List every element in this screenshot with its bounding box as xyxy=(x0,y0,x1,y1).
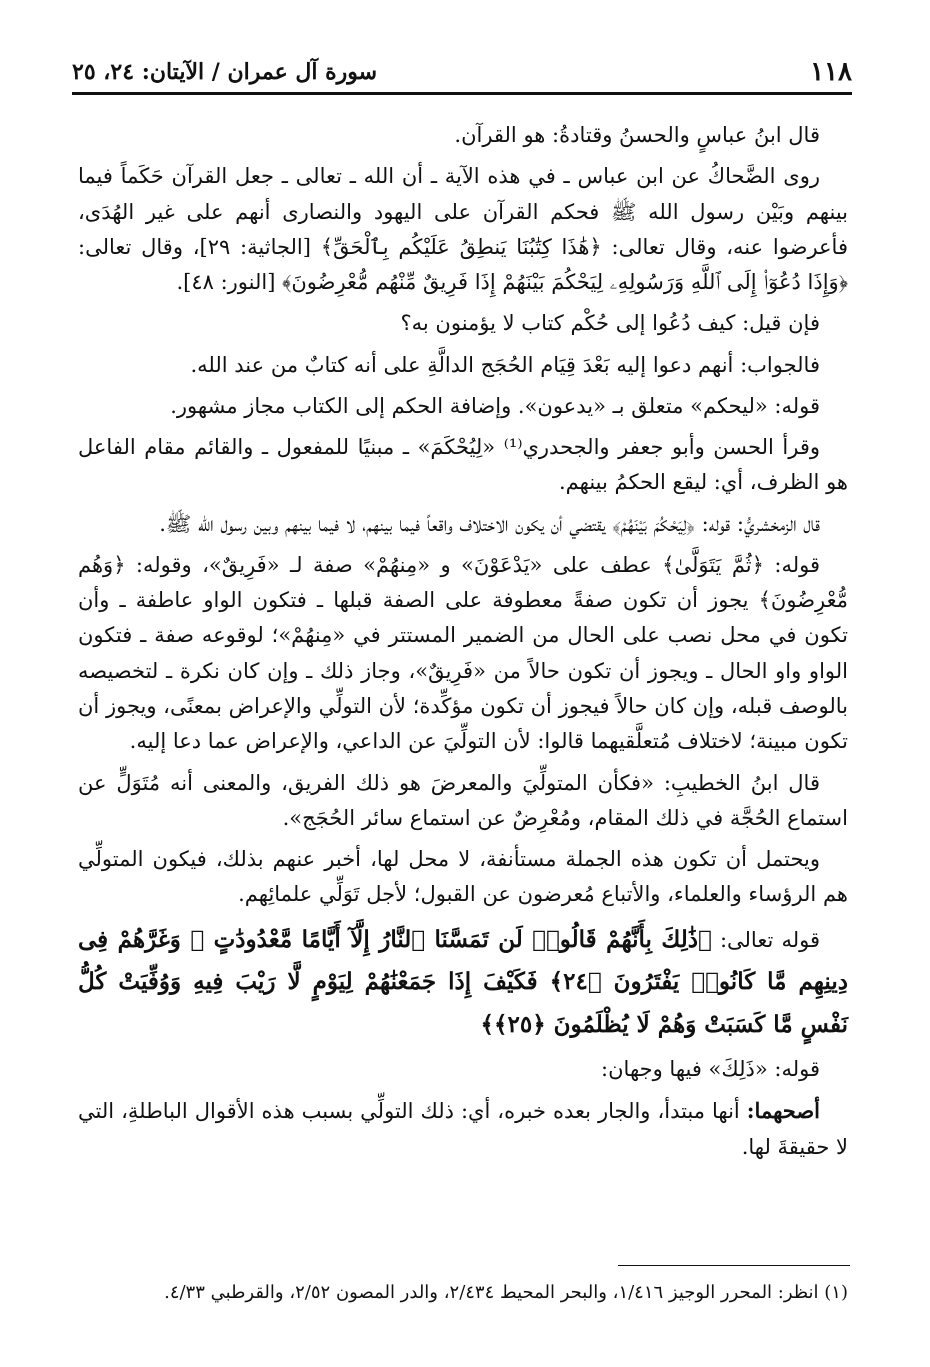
running-header xyxy=(72,52,852,92)
paragraph-1: قال ابنُ عباسٍ والحسنُ وقتادةُ: هو القرآن. xyxy=(454,123,820,147)
paragraph-after-verse: قوله: «ذَلِكَ» فيها وجهان: xyxy=(601,1057,820,1082)
verse-text: ﴿ذَٰلِكَ بِأَنَّهُمْ قَالُوا۟ لَن تَمَسَّنَا ٱلنَّارُ إِلَّآ أَيَّامًا مَّعْدُودَٰتٍ ۖ وَغَرَّهُمْ فِى دِينِهِم مَّا كَانُوا۟ يَفْتَرُونَ ﴿٢٤﴾ فَكَيْفَ إِذَا جَمَعْنَٰهُمْ لِيَوْمٍ لَّا رَيْبَ فِيهِ وَوُفِّيَتْ كُلُّ نَفْسٍ مَّا كَسَبَتْ وَهُمْ لَا يُظْلَمُونَ ﴿٢٥﴾﴾ xyxy=(78,925,848,1038)
paragraph-4: فالجواب: أنهم دعوا إليه بَعْدَ قِيَام الحُجَج الدالَّةِ على أنه كتابٌ من عند الله. xyxy=(190,352,820,377)
first-view-paragraph xyxy=(78,1093,848,1165)
paragraph-10: ويحتمل أن تكون هذه الجملة مستأنفة، لا محل لها، أخبر عنهم بذلك، فيكون المتولِّي هم الرؤساء والعلماء، والأتباع مُعرضون عن القبول؛ لأجل تَوَلِّي علمائِهم. xyxy=(78,847,848,907)
footnote: (١) انظر: المحرر الوجيز ١/٤١٦، والبحر المحيط ٢/٤٣٤، والدر المصون ٢/٥٢، والقرطبي ٤/٣٣. xyxy=(164,1282,848,1303)
main-text xyxy=(78,118,848,1171)
header-rule xyxy=(72,92,852,95)
paragraph-7: قال الزمخشريُّ: قوله: ﴿لِيَحْكُمَ بَيْنَهُمْ﴾ يقتضي أن يكون الاختلاف واقعاً فيما بينهم، لا فيما بينهم وبين رسول الله ﷺ. xyxy=(159,511,820,536)
paragraph-3: فإن قيل: كيف دُعُوا إلى حُكْم كتاب لا يؤمنون به؟ xyxy=(400,311,820,336)
verse-block xyxy=(78,919,848,1047)
page-number: ١١٨ xyxy=(810,57,852,87)
first-view-label: أصحهما: xyxy=(746,1098,820,1124)
footnote-rule xyxy=(618,1265,850,1266)
first-view-text: أنها مبتدأ، والجار بعده خبره، أي: ذلك التولِّي بسبب هذه الأقوال الباطلةِ، التي لا حقيقةَ لها. xyxy=(78,1099,848,1159)
paragraph-8: قوله: ﴿ثُمَّ يَتَوَلَّىٰ﴾ عطف على «يَدْعَوْنَ» و «مِنهُمْ» صفة لـ «فَرِيقٌ»، وقوله: ﴿وَهُم مُّعْرِضُونَ﴾ يجوز أن تكون صفةً معطوفة على الصفة قبلها ـ فتكون الواو عاطفة ـ وأن تكون في محل نصب على الحال من الضمير المستتر في «مِنهُمْ»؛ لوقوعه صفة ـ فتكون الواو واو الحال ـ ويجوز أن تكون حالاً من «فَرِيقٌ»، وجاز ذلك ـ وإن كان نكرة ـ لتخصيصه بالوصف قبله، وإن كان حالاً فيجوز أن تكون مؤكِّدة؛ لأن التولِّي والإعراض بمعنًى، ويجوز أن تكون مبينة؛ لاختلاف مُتعلَّقيهما قالوا: لأن التولِّيَ عن الداعي، والإعراض عما دعا إليه. xyxy=(78,552,848,754)
paragraph-6: وقرأ الحسن وأبو جعفر والجحدري⁽¹⁾ «لِيُحْكَمَ» ـ مبنيًا للمفعول ـ والقائم مقام الفاعل هو الظرف، أي: ليقع الحكمُ بينهم. xyxy=(78,435,848,495)
verse-lead: قوله تعالى: xyxy=(719,927,820,952)
paragraph-2: روى الضَّحاكُ عن ابن عباس ـ في هذه الآية ـ أن الله ـ تعالى ـ جعل القرآن حَكَماً فيما بينهم وبَيْن رسول الله ﷺ فحكم القرآن على اليهود والنصارى أنهم على غير الهُدَى، فأعرضوا عنه، وقال تعالى: ﴿هَٰذَا كِتَٰبُنَا يَنطِقُ عَلَيْكُم بِٱلْحَقِّ﴾ [الجاثية: ٢٩]، وقال تعالى: ﴿وَإِذَا دُعُوٓا۟ إِلَى ٱللَّهِ وَرَسُولِهِۦ لِيَحْكُمَ بَيْنَهُمْ إِذَا فَرِيقٌ مِّنْهُم مُّعْرِضُونَ﴾ [النور: ٤٨]. xyxy=(78,164,848,295)
paragraph-9: قال ابنُ الخطيبِ: «فكأن المتولِّيَ والمعرضَ هو ذلك الفريق، والمعنى أنه مُتَوَلٍّ عن استماع الحُجَّة في ذلك المقام، ومُعْرِضٌ عن استماع سائر الحُجَج». xyxy=(78,770,848,830)
paragraph-5: قوله: «ليحكم» متعلق بـ «يدعون». وإضافة الحكم إلى الكتاب مجاز مشهور. xyxy=(170,393,820,418)
header-title: سورة آل عمران / الآيتان: ٢٤، ٢٥ xyxy=(72,59,378,85)
